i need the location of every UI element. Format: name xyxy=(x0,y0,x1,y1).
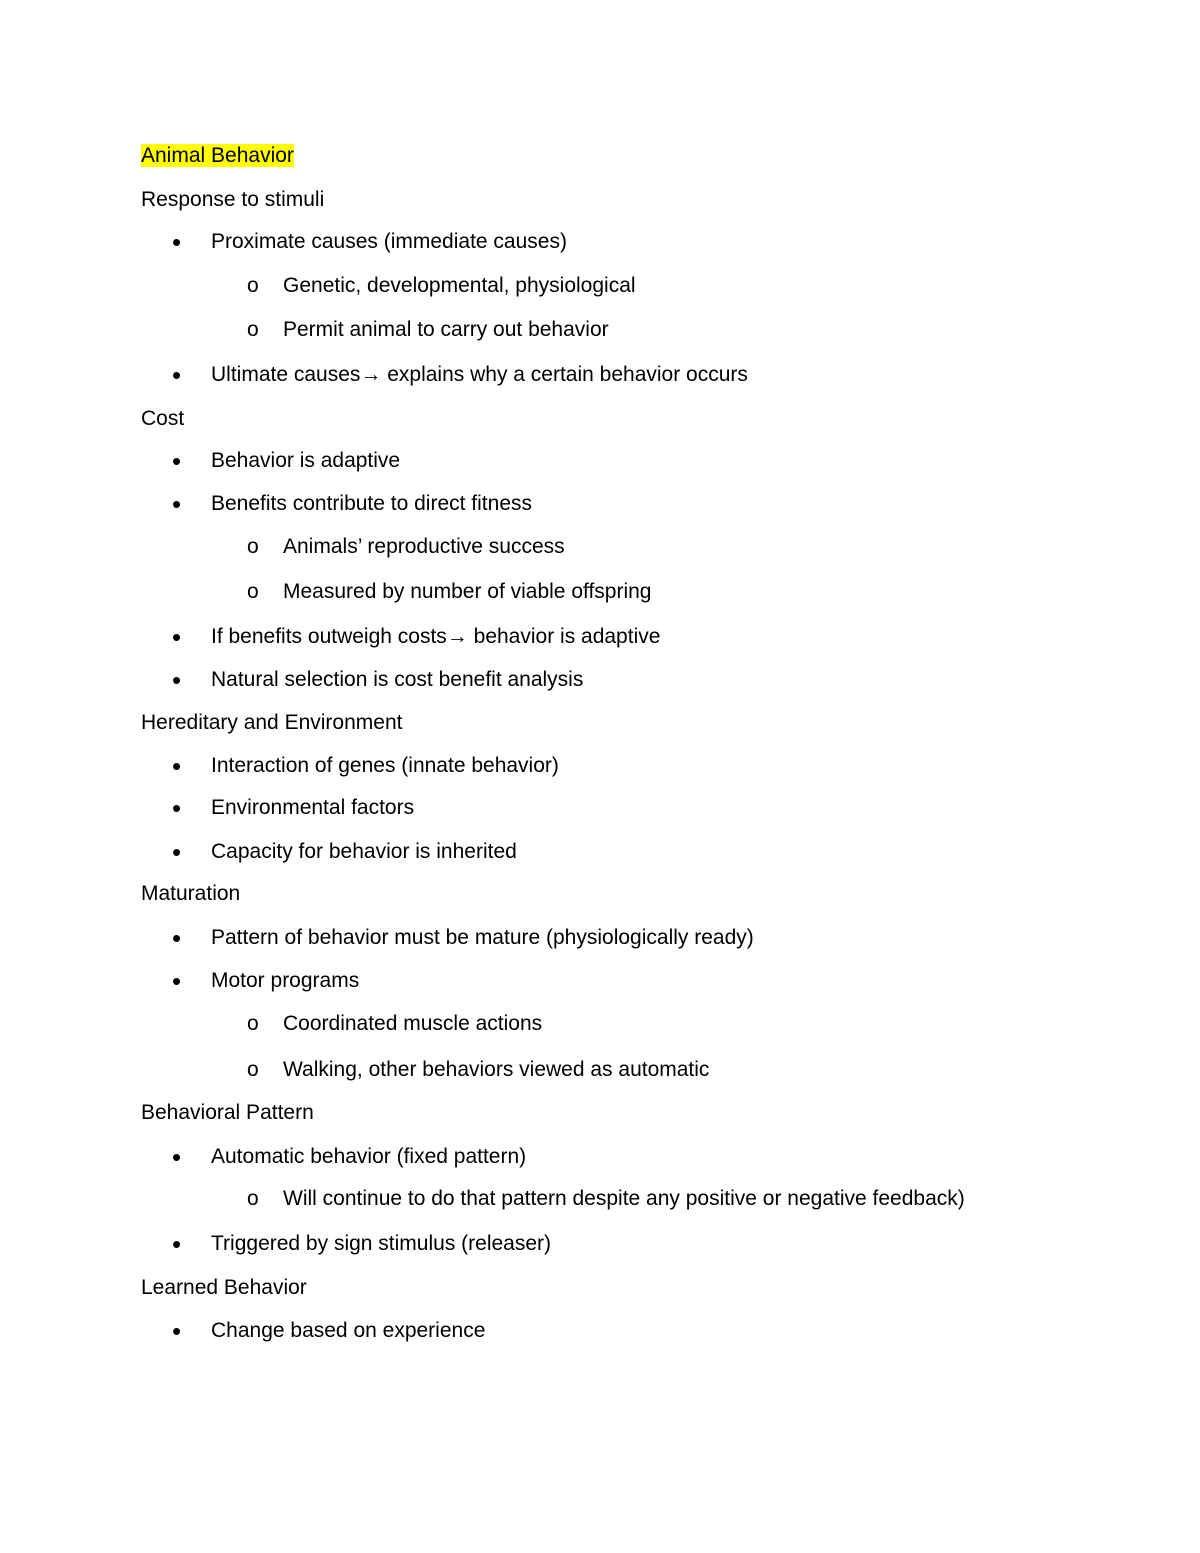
section-heading: Maturation xyxy=(141,882,241,905)
section-heading: Behavioral Pattern xyxy=(141,1101,314,1124)
list-item: Pattern of behavior must be mature (physiologically ready) xyxy=(211,926,754,949)
list-item: Triggered by sign stimulus (releaser) xyxy=(211,1232,552,1255)
sub-list-item: Coordinated muscle actions xyxy=(283,1012,543,1035)
circle-bullet-icon: o xyxy=(247,318,259,341)
bullet-icon: • xyxy=(172,446,182,476)
list-item: Change based on experience xyxy=(211,1319,486,1342)
circle-bullet-icon: o xyxy=(247,535,259,558)
circle-bullet-icon: o xyxy=(247,1058,259,1081)
list-item: Behavior is adaptive xyxy=(211,449,401,472)
bullet-icon: • xyxy=(172,227,182,257)
list-item: Ultimate causes→ explains why a certain behavior occurs xyxy=(211,363,748,386)
list-item: Capacity for behavior is inherited xyxy=(211,840,517,863)
sub-list-item: Animals’ reproductive success xyxy=(283,535,565,558)
list-item: Benefits contribute to direct fitness xyxy=(211,492,532,515)
sub-list-item: Permit animal to carry out behavior xyxy=(283,318,609,341)
list-item: Proximate causes (immediate causes) xyxy=(211,230,567,253)
title-highlight: Animal Behavior xyxy=(141,144,294,167)
sub-list-item: Measured by number of viable offspring xyxy=(283,580,652,603)
list-item: Interaction of genes (innate behavior) xyxy=(211,754,559,777)
list-item: Environmental factors xyxy=(211,796,415,819)
sub-list-item: Genetic, developmental, physiological xyxy=(283,274,636,297)
bullet-icon: • xyxy=(172,622,182,652)
list-item: Automatic behavior (fixed pattern) xyxy=(211,1145,527,1168)
document-title xyxy=(141,142,294,170)
circle-bullet-icon: o xyxy=(247,1187,259,1210)
circle-bullet-icon: o xyxy=(247,580,259,603)
bullet-icon: • xyxy=(172,1316,182,1346)
section-heading: Response to stimuli xyxy=(141,188,325,211)
bullet-icon: • xyxy=(172,665,182,695)
list-item: Natural selection is cost benefit analysis xyxy=(211,668,584,691)
bullet-icon: • xyxy=(172,923,182,953)
section-heading: Hereditary and Environment xyxy=(141,711,403,734)
bullet-icon: • xyxy=(172,360,182,390)
bullet-icon: • xyxy=(172,489,182,519)
list-item: If benefits outweigh costs→ behavior is adaptive xyxy=(211,625,661,648)
bullet-icon: • xyxy=(172,751,182,781)
section-heading: Cost xyxy=(141,407,185,430)
bullet-icon: • xyxy=(172,1142,182,1172)
list-item: Motor programs xyxy=(211,969,360,992)
circle-bullet-icon: o xyxy=(247,274,259,297)
circle-bullet-icon: o xyxy=(247,1012,259,1035)
bullet-icon: • xyxy=(172,1229,182,1259)
section-heading: Learned Behavior xyxy=(141,1276,307,1299)
sub-list-item: Walking, other behaviors viewed as automatic xyxy=(283,1058,710,1081)
bullet-icon: • xyxy=(172,793,182,823)
bullet-icon: • xyxy=(172,966,182,996)
sub-list-item: Will continue to do that pattern despite any positive or negative feedback) xyxy=(283,1187,965,1210)
bullet-icon: • xyxy=(172,837,182,867)
